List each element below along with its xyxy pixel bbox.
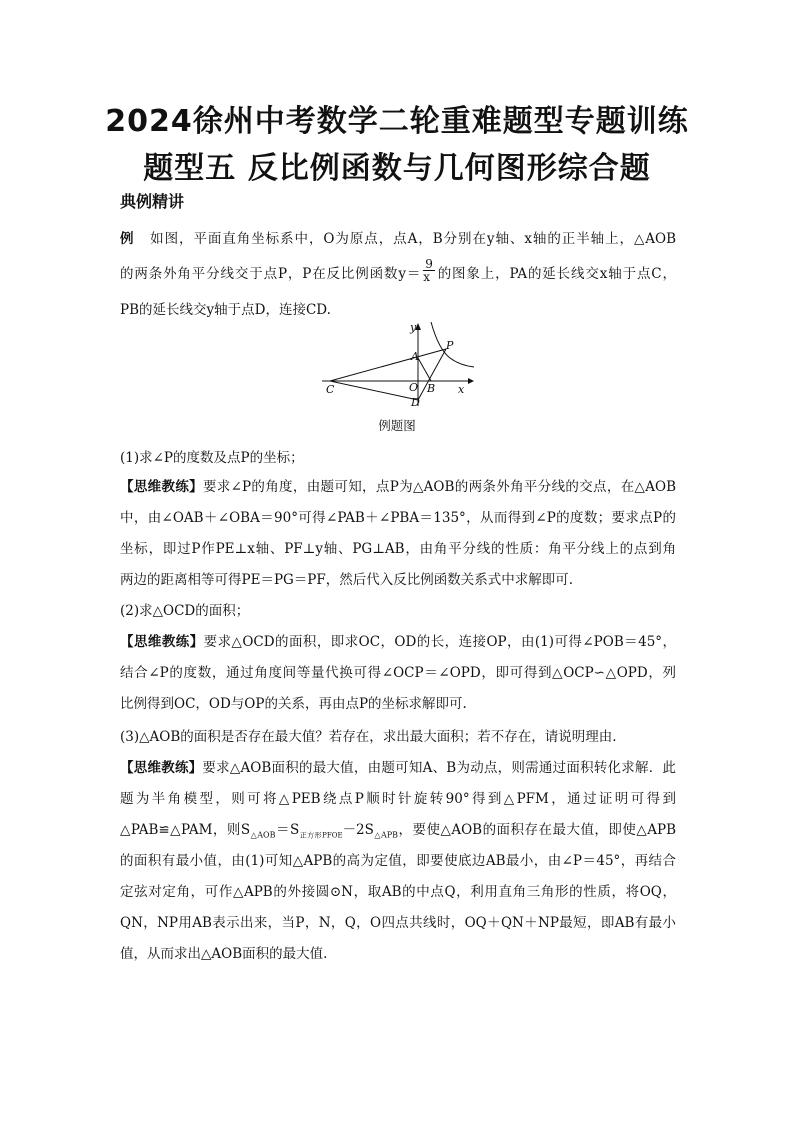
label-D: D	[411, 396, 420, 409]
q3-hint-line-5: 定弦对定角，可作△APB的外接圆⊙N，取AB的中点Q，利用直角三角形的性质，将OQ，	[120, 884, 676, 900]
q2-hint-line-1	[120, 632, 676, 652]
q2-hint-text-1: 要求△OCD的面积，即求OC，OD的长，连接OP，由(1)可得∠POB＝45°，	[203, 634, 676, 650]
problem-prefix: 例	[120, 231, 135, 247]
fraction-9-over-x	[423, 258, 435, 283]
problem-text-2b: 的图象上，PA的延长线交x轴于点C，	[436, 266, 676, 282]
q1-hint-tag: 【思维教练】	[120, 479, 203, 495]
q1-hint-line-4: 两边的距离相等可得PE＝PG＝PF，然后代入反比例函数关系式中求解即可.	[120, 572, 574, 588]
fraction-denominator: x	[423, 270, 430, 284]
q1-hint-text-1: 要求∠P的角度，由题可知，点P为△AOB的两条外角平分线的交点，在△AOB	[203, 479, 677, 495]
q3-hint-line-3	[120, 820, 676, 846]
q3-hint-3a: △PAB≌△PAM，则S	[120, 822, 251, 838]
q2-question: (2)求△OCD的面积；	[120, 603, 250, 619]
label-P: P	[446, 339, 454, 352]
problem-line-1	[120, 229, 676, 249]
label-C: C	[326, 383, 335, 396]
q3-hint-line-2: 题为半角模型，则可将△PEB绕点P顺时针旋转90°得到△PFM，通过证明可得到	[120, 791, 676, 807]
q3-sub-square: 正方形PFOE	[299, 831, 343, 840]
q2-hint-line-2: 结合∠P的度数，通过角度间等量代换可得∠OCP＝∠OPD，即可得到△OCP∽△OPD，列	[120, 665, 676, 681]
q3-hint-tag: 【思维教练】	[120, 760, 203, 776]
page-subtitle: 题型五 反比例函数与几何图形综合题	[143, 151, 651, 186]
q1-hint-line-3: 坐标，即过P作PE⊥x轴、PF⊥y轴、PG⊥AB，由角平分线的性质：角平分线上的点到角	[120, 541, 676, 557]
problem-line-2	[120, 257, 676, 284]
q3-sub-aob: △AOB	[250, 830, 276, 840]
q3-hint-text-1: 要求△AOB面积的最大值，由题可知A、B为动点，则需通过面积转化求解．此	[202, 760, 676, 776]
figure-caption: 例题图	[378, 418, 416, 433]
problem-text-1: 如图，平面直角坐标系中，O为原点，点A，B分别在y轴、x轴的正半轴上，△AOB	[150, 231, 677, 247]
section-heading: 典例精讲	[120, 192, 185, 211]
q2-hint-tag: 【思维教练】	[120, 634, 204, 650]
q3-hint-3b: ＝S	[275, 822, 300, 838]
q3-hint-line-7: 值，从而求出△AOB面积的最大值.	[120, 946, 328, 962]
problem-line-3: PB的延长线交y轴于点D，连接CD.	[120, 302, 331, 318]
q3-question: (3)△AOB的面积是否存在最大值？若存在，求出最大面积；若不存在，请说明理由.	[120, 729, 617, 745]
label-O: O	[409, 381, 419, 394]
q1-question: (1)求∠P的度数及点P的坐标；	[120, 450, 304, 466]
q1-hint-line-2: 中，由∠OAB＋∠OBA＝90°可得∠PAB＋∠PBA＝135°，从而得到∠P的度数；要求点P的	[120, 510, 676, 526]
q1-hint-line-1	[120, 477, 676, 497]
example-figure	[318, 318, 478, 410]
q2-hint-line-3: 比例得到OC，OD与OP的关系，再由点P的坐标求解即可.	[120, 696, 467, 712]
q3-hint-3d: ，要使△AOB的面积存在最大值，即使△APB	[398, 822, 676, 838]
segment-AB	[418, 358, 431, 381]
x-axis-arrow	[468, 378, 474, 384]
line-CD	[330, 381, 418, 400]
q3-hint-line-1	[120, 758, 676, 778]
page-title: 2024徐州中考数学二轮重难题型专题训练	[105, 104, 689, 139]
label-B: B	[427, 382, 436, 395]
label-A: A	[411, 350, 419, 363]
problem-text-2a: 的两条外角平分线交于点P，P在反比例函数y＝	[120, 266, 422, 282]
q3-sub-apb: △APB	[373, 830, 399, 840]
label-x: x	[458, 383, 465, 396]
q3-hint-3c: －2S	[342, 822, 374, 838]
q3-hint-line-4: 的面积有最小值，由(1)可知△APB的高为定值，即要使底边AB最小，由∠P＝45°，再结合	[120, 853, 676, 869]
label-y: y	[410, 321, 417, 334]
q3-hint-line-6: QN，NP用AB表示出来，当P，N，Q，O四点共线时，OQ＋QN＋NP最短，即AB有最小	[120, 915, 676, 931]
fraction-numerator: 9	[425, 257, 433, 271]
